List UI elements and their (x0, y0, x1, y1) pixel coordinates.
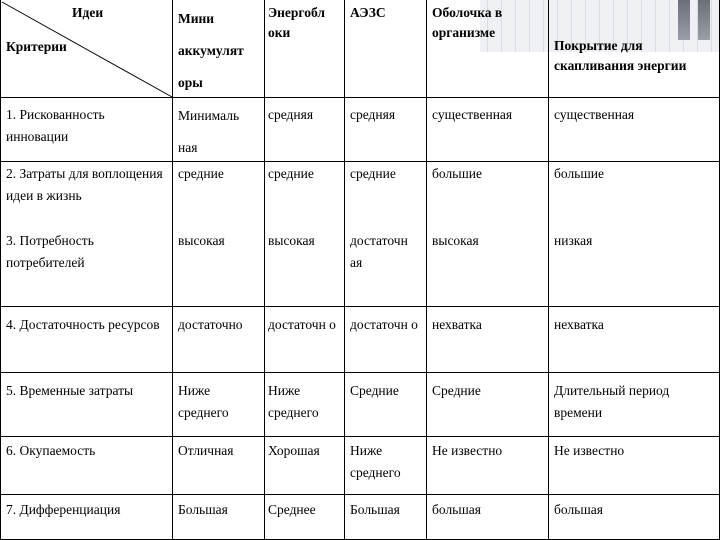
table-cell: Не известно (554, 443, 625, 458)
table-cell: Средние (350, 383, 399, 398)
table-cell: средние (350, 166, 396, 181)
table-cell: Средние (432, 383, 481, 398)
table-cell: большие (432, 166, 482, 181)
criterion-label: 6. Окупаемость (6, 443, 96, 458)
table-cell: достаточн ая (350, 233, 408, 270)
table-cell: Отличная (178, 443, 234, 458)
criterion-label: 7. Дифференциация (6, 502, 121, 517)
table-cell: низкая (554, 233, 593, 248)
table-cell: Ниже среднего (268, 383, 319, 420)
column-header-mini-batteries: Мини аккумулят оры (178, 11, 244, 90)
table-cell: нехватка (554, 317, 604, 332)
table-cell: существенная (432, 107, 513, 122)
column-header-aezs: АЭЗС (350, 5, 386, 20)
table-cell: средние (178, 166, 224, 181)
table-cell: достаточн о (350, 317, 418, 332)
table-cell: Не известно (432, 443, 503, 458)
table-cell: достаточн о (268, 317, 336, 332)
criterion-label: 5. Временные затраты (6, 383, 134, 398)
criterion-label: 2. Затраты для воплощения идеи в жизнь (6, 166, 163, 203)
table-cell: Длительный период времени (554, 383, 670, 420)
criterion-label: 3. Потребность потребителей (6, 233, 94, 270)
table-cell: высокая (268, 233, 315, 248)
table-cell: высокая (178, 233, 225, 248)
table-cell: нехватка (432, 317, 482, 332)
criteria-header-label: Критерии (6, 39, 67, 54)
table-cell: средняя (350, 107, 396, 122)
table-cell: Ниже среднего (178, 383, 229, 420)
table-cell: большая (432, 502, 481, 517)
table-cell: большая (554, 502, 603, 517)
table-cell: средняя (268, 107, 314, 122)
ideas-header-label: Идеи (72, 5, 104, 20)
table-cell: Хорошая (268, 443, 320, 458)
column-header-energy-coating: Покрытие для скапливания энергии (554, 38, 687, 73)
criterion-label: 1. Рискованность инновации (6, 107, 105, 144)
table-cell: средние (268, 166, 314, 181)
table-cell: существенная (554, 107, 635, 122)
table-cell: Минималь ная (178, 108, 240, 155)
table-cell: высокая (432, 233, 479, 248)
column-header-body-shell: Оболочка в организме (432, 5, 503, 40)
table-cell: Большая (178, 502, 228, 517)
table-cell: Большая (350, 502, 400, 517)
table-cell: Среднее (268, 502, 316, 517)
table-cell: большие (554, 166, 604, 181)
table-cell: Ниже среднего (350, 443, 401, 480)
table-cell: достаточно (178, 317, 243, 332)
criterion-label: 4. Достаточность ресурсов (6, 317, 160, 332)
column-header-energy-blocks: Энергобл оки (268, 5, 325, 40)
